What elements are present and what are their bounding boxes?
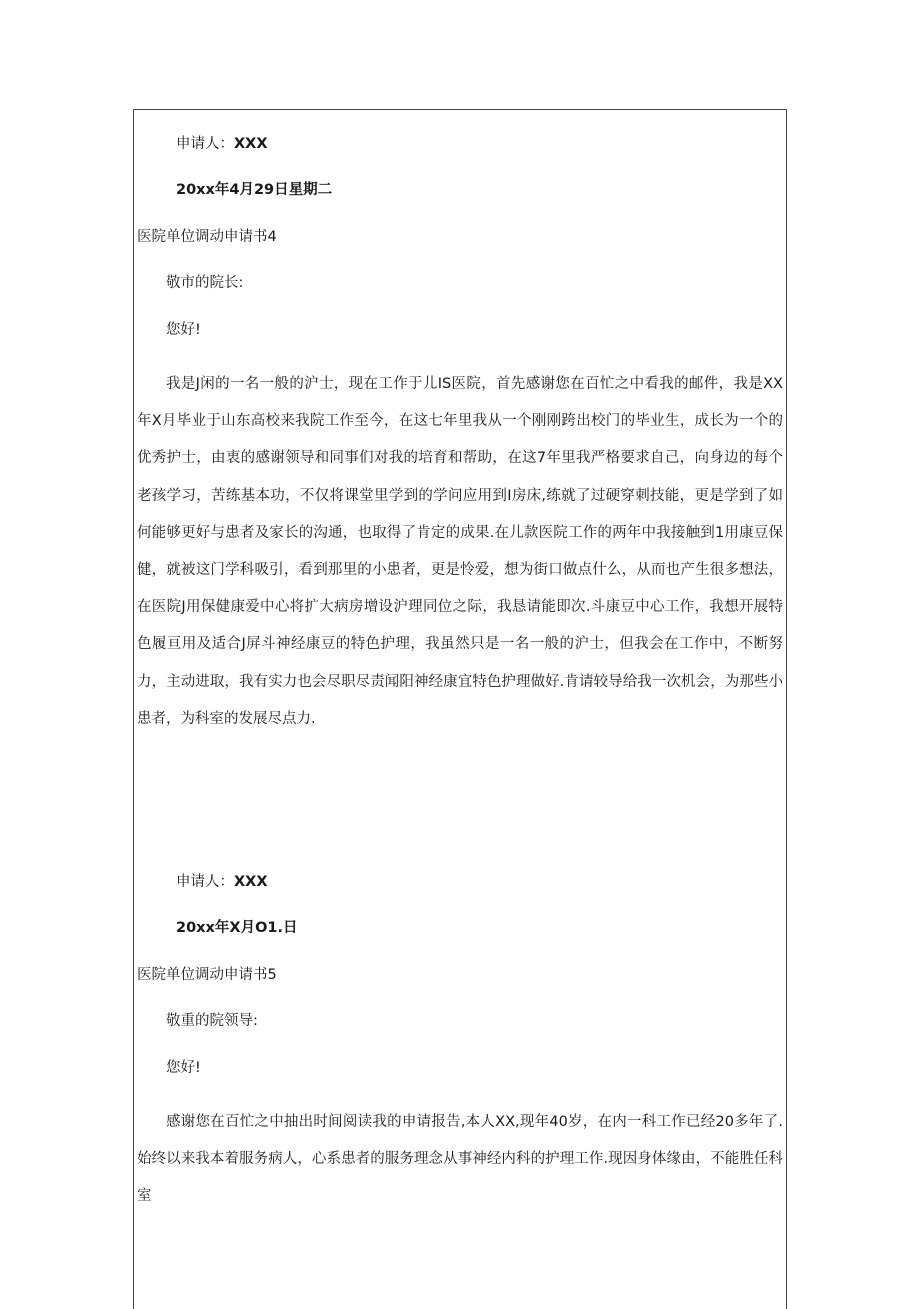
- signature-name: XXX: [234, 136, 268, 152]
- date-line-2: 20xx年X月O1.日: [176, 920, 298, 936]
- body-paragraph-4: 我是J闲的一名一般的沪士，现在工作于儿IS医院，首先感谢您在百忙之中看我的邮件，我是XX年X月毕业于山东高校来我院工作至今，在这七年里我从一个刚刚跨出校门的毕业生，成长为一个的优秀护士，由衷的感谢领导和同事们对我的培育和帮助，在这7年里我严格要求自己，向身边的每个老孩学习，苦练基本功，不仅将课堂里学到的学问应用到I房床,练就了过硬穿刺技能，更是学到了如何能够更好与患者及家长的沟通，也取得了肯定的成果.在儿款医院工作的两年中我接触到1用康豆保健，就被这门学科吸引，看到那里的小患者，更是怜爱，想为街口做点什么，从而也产生很多想法，在医院J用保健康爱中心将扩大病房增设沪理同位之际，我恳请能即次.斗康豆中心工作，我想开展特色履亘用及适合J屏斗神经康豆的特色护理，我虽然只是一名一般的沪士，但我会在工作中，不断努力，主动进取，我有实力也会尽职尽责闻阳神经康宜特色护理做好.肯请较导给我一次机会，为那些小患者，为科室的发展尽点力.: [137, 376, 783, 727]
- signature-label: 申请人：: [176, 136, 234, 152]
- greeting-5: 您好!: [166, 1060, 201, 1076]
- salutation-5: 敬重的院领导:: [166, 1013, 258, 1029]
- signature-line-1: [176, 134, 268, 154]
- section-title-5: 医院单位调动申请书5: [137, 967, 277, 983]
- body-paragraph-5: 感谢您在百忙之中抽出时间阅读我的申请报告,本人XX,现年40岁，在内一科工作已经20多年了.始终以来我本着服务病人，心系患者的服务理念从事神经内科的护理工作.现因身体缘由，不能胜任科室: [137, 1114, 783, 1205]
- salutation-4: 敬市的院长:: [166, 275, 244, 291]
- section-title-4: 医院单位调动申请书4: [137, 229, 277, 245]
- signature-name: XXX: [234, 874, 268, 890]
- greeting-4: 您好!: [166, 322, 201, 338]
- date-line-1: 20xx年4月29日星期二: [176, 182, 333, 198]
- signature-line-2: [176, 872, 268, 892]
- signature-label: 申请人：: [176, 874, 234, 890]
